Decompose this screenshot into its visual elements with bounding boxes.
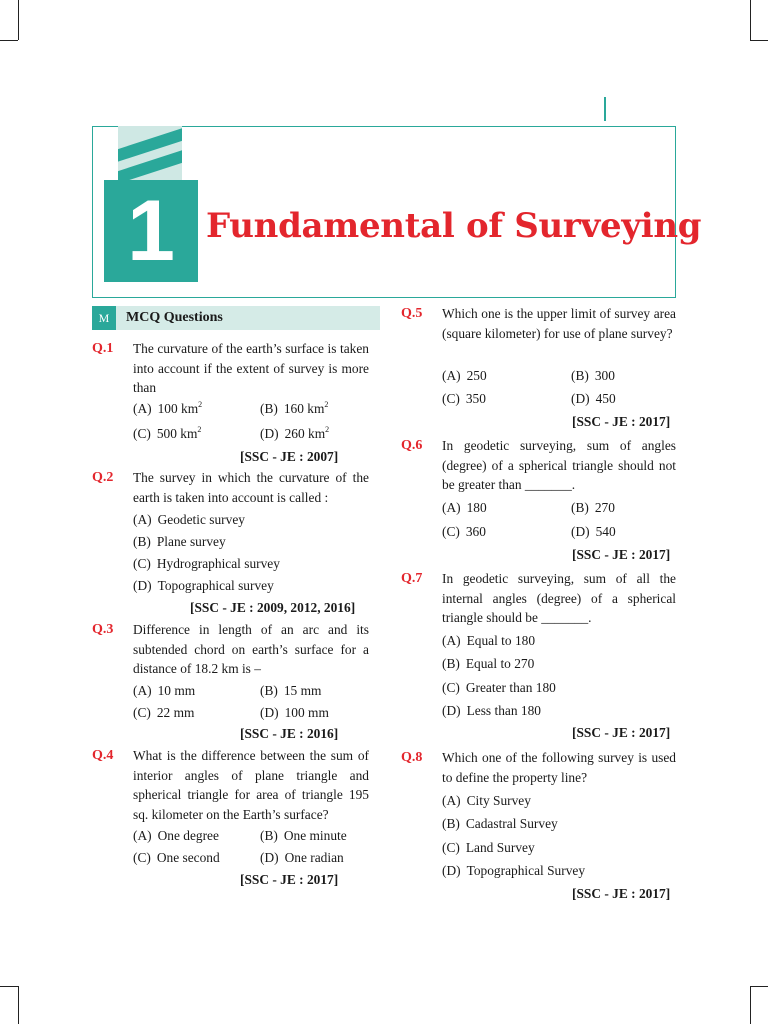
answer-option: [442, 840, 535, 856]
option-exponent: 2: [197, 425, 202, 434]
crop-mark: [0, 40, 18, 41]
answer-option: [260, 850, 344, 866]
option-value: 100 km: [157, 401, 199, 416]
option-value: 10 mm: [157, 683, 196, 698]
question-number: Q.8: [401, 750, 423, 765]
option-key: (D): [442, 863, 461, 878]
option-value: 300: [594, 368, 615, 383]
option-value: One degree: [157, 828, 219, 843]
option-value: 270: [594, 500, 615, 515]
answer-option: [133, 512, 245, 528]
option-key: (C): [442, 840, 460, 855]
option-key: (B): [442, 656, 460, 671]
option-key: (B): [442, 816, 460, 831]
option-key: (C): [133, 705, 151, 720]
answer-option: [442, 500, 487, 516]
question-number: Q.2: [92, 470, 114, 485]
option-key: (B): [260, 401, 278, 416]
crop-mark: [750, 0, 751, 40]
answer-option: [442, 524, 486, 540]
question-number: Q.5: [401, 306, 423, 321]
option-value: One minute: [283, 828, 347, 843]
option-key: (D): [442, 703, 461, 718]
question-text: Which one is the upper limit of survey area (square kilometer) for use of plane survey?: [442, 306, 676, 341]
option-value: Less than 180: [466, 703, 541, 718]
option-value: 22 mm: [156, 705, 195, 720]
exam-reference: [SSC - JE : 2017]: [240, 872, 339, 887]
answer-option: [133, 850, 220, 866]
option-exponent: 2: [198, 400, 203, 409]
answer-option: [442, 816, 558, 832]
option-value: Topographical Survey: [466, 863, 586, 878]
option-value: Cadastral Survey: [465, 816, 558, 831]
crop-mark: [750, 40, 768, 41]
option-value: 15 mm: [283, 683, 322, 698]
answer-option: [571, 368, 615, 384]
question-number: Q.6: [401, 438, 423, 453]
option-value: 500 km: [156, 426, 198, 441]
option-value: Land Survey: [465, 840, 535, 855]
question-number: Q.3: [92, 622, 114, 637]
option-key: (A): [442, 633, 461, 648]
answer-option: [133, 828, 219, 844]
exam-reference: [SSC - JE : 2009, 2012, 2016]: [190, 600, 356, 615]
option-key: (A): [442, 368, 461, 383]
option-key: (D): [571, 524, 590, 539]
option-value: One radian: [284, 850, 344, 865]
option-value: 260 km: [284, 426, 326, 441]
option-value: 160 km: [283, 401, 325, 416]
chapter-number: 1: [104, 180, 198, 282]
exam-reference: [SSC - JE : 2017]: [572, 414, 671, 429]
option-value: Equal to 270: [465, 656, 535, 671]
answer-option: [133, 534, 226, 550]
option-value: 180: [466, 500, 487, 515]
option-key: (D): [260, 705, 279, 720]
answer-option: [133, 556, 280, 572]
answer-option: [133, 705, 194, 721]
option-key: (B): [571, 500, 589, 515]
answer-option: [442, 863, 585, 879]
option-key: (C): [133, 426, 151, 441]
question-text: Which one of the following survey is used to define the property line?: [442, 750, 676, 785]
answer-option: [133, 426, 201, 442]
option-value: Geodetic survey: [157, 512, 245, 527]
exam-reference: [SSC - JE : 2016]: [240, 726, 339, 741]
option-key: (D): [571, 391, 590, 406]
option-value: 250: [466, 368, 487, 383]
answer-option: [442, 703, 541, 719]
question-number: Q.4: [92, 748, 114, 763]
answer-option: [133, 683, 195, 699]
answer-option: [442, 368, 487, 384]
answer-option: [571, 391, 616, 407]
question-text: Difference in length of an arc and its subtended chord on earth’s surface for a distance of 18.2 km is –: [133, 622, 369, 676]
option-exponent: 2: [325, 425, 330, 434]
answer-option: [571, 524, 616, 540]
option-value: Topographical survey: [157, 578, 274, 593]
option-key: (A): [133, 683, 152, 698]
option-key: (B): [260, 828, 278, 843]
option-key: (B): [133, 534, 151, 549]
option-value: 350: [465, 391, 486, 406]
option-value: 450: [595, 391, 616, 406]
answer-option: [442, 793, 531, 809]
crop-mark: [0, 986, 18, 987]
option-key: (D): [260, 426, 279, 441]
answer-option: [260, 401, 328, 417]
option-key: (B): [571, 368, 589, 383]
option-value: One second: [156, 850, 220, 865]
option-value: 360: [465, 524, 486, 539]
question-text: In geodetic surveying, sum of all the internal angles (degree) of a spherical triangle should be _______.: [442, 571, 676, 625]
crop-mark: [750, 986, 751, 1024]
answer-option: [260, 426, 329, 442]
question-text: What is the difference between the sum of interior angles of plane triangle and spherical triangle for area of triangle 195 sq. kilometer on the Earth’s surface?: [133, 748, 369, 822]
exam-reference: [SSC - JE : 2007]: [240, 449, 339, 464]
option-key: (A): [133, 401, 152, 416]
crop-mark: [18, 0, 19, 40]
header-rule: [604, 97, 606, 121]
mcq-section-icon: M: [92, 306, 116, 330]
question-number: Q.1: [92, 341, 114, 356]
option-key: (D): [260, 850, 279, 865]
option-value: Plane survey: [156, 534, 226, 549]
option-value: Equal to 180: [466, 633, 536, 648]
option-value: Greater than 180: [465, 680, 556, 695]
option-key: (A): [442, 793, 461, 808]
question-text: The survey in which the curvature of the earth is taken into account is called :: [133, 470, 369, 505]
exam-reference: [SSC - JE : 2017]: [572, 886, 671, 901]
option-key: (C): [133, 556, 151, 571]
option-value: 540: [595, 524, 616, 539]
chapter-title: Fundamental of Surveying: [206, 206, 702, 246]
exam-reference: [SSC - JE : 2017]: [572, 547, 671, 562]
option-value: Hydrographical survey: [156, 556, 280, 571]
answer-option: [442, 656, 534, 672]
section-title: MCQ Questions: [126, 310, 223, 325]
option-key: (C): [442, 680, 460, 695]
answer-option: [260, 683, 321, 699]
exam-reference: [SSC - JE : 2017]: [572, 725, 671, 740]
crop-mark: [18, 986, 19, 1024]
question-number: Q.7: [401, 571, 423, 586]
option-key: (C): [442, 391, 460, 406]
answer-option: [260, 828, 347, 844]
option-key: (A): [442, 500, 461, 515]
answer-option: [571, 500, 615, 516]
answer-option: [442, 680, 556, 696]
answer-option: [133, 578, 274, 594]
option-key: (A): [133, 512, 152, 527]
option-value: 100 mm: [284, 705, 329, 720]
option-exponent: 2: [324, 400, 329, 409]
chapter-decor-strip: [118, 126, 182, 182]
option-key: (C): [133, 850, 151, 865]
question-text: The curvature of the earth’s surface is taken into account if the extent of survey is more than: [133, 341, 369, 395]
option-value: City Survey: [466, 793, 531, 808]
answer-option: [442, 391, 486, 407]
answer-option: [133, 401, 202, 417]
answer-option: [260, 705, 329, 721]
option-key: (C): [442, 524, 460, 539]
option-key: (A): [133, 828, 152, 843]
crop-mark: [750, 986, 768, 987]
option-key: (B): [260, 683, 278, 698]
answer-option: [442, 633, 535, 649]
question-text: In geodetic surveying, sum of angles (degree) of a spherical triangle should not be greater than _______.: [442, 438, 676, 492]
option-key: (D): [133, 578, 152, 593]
